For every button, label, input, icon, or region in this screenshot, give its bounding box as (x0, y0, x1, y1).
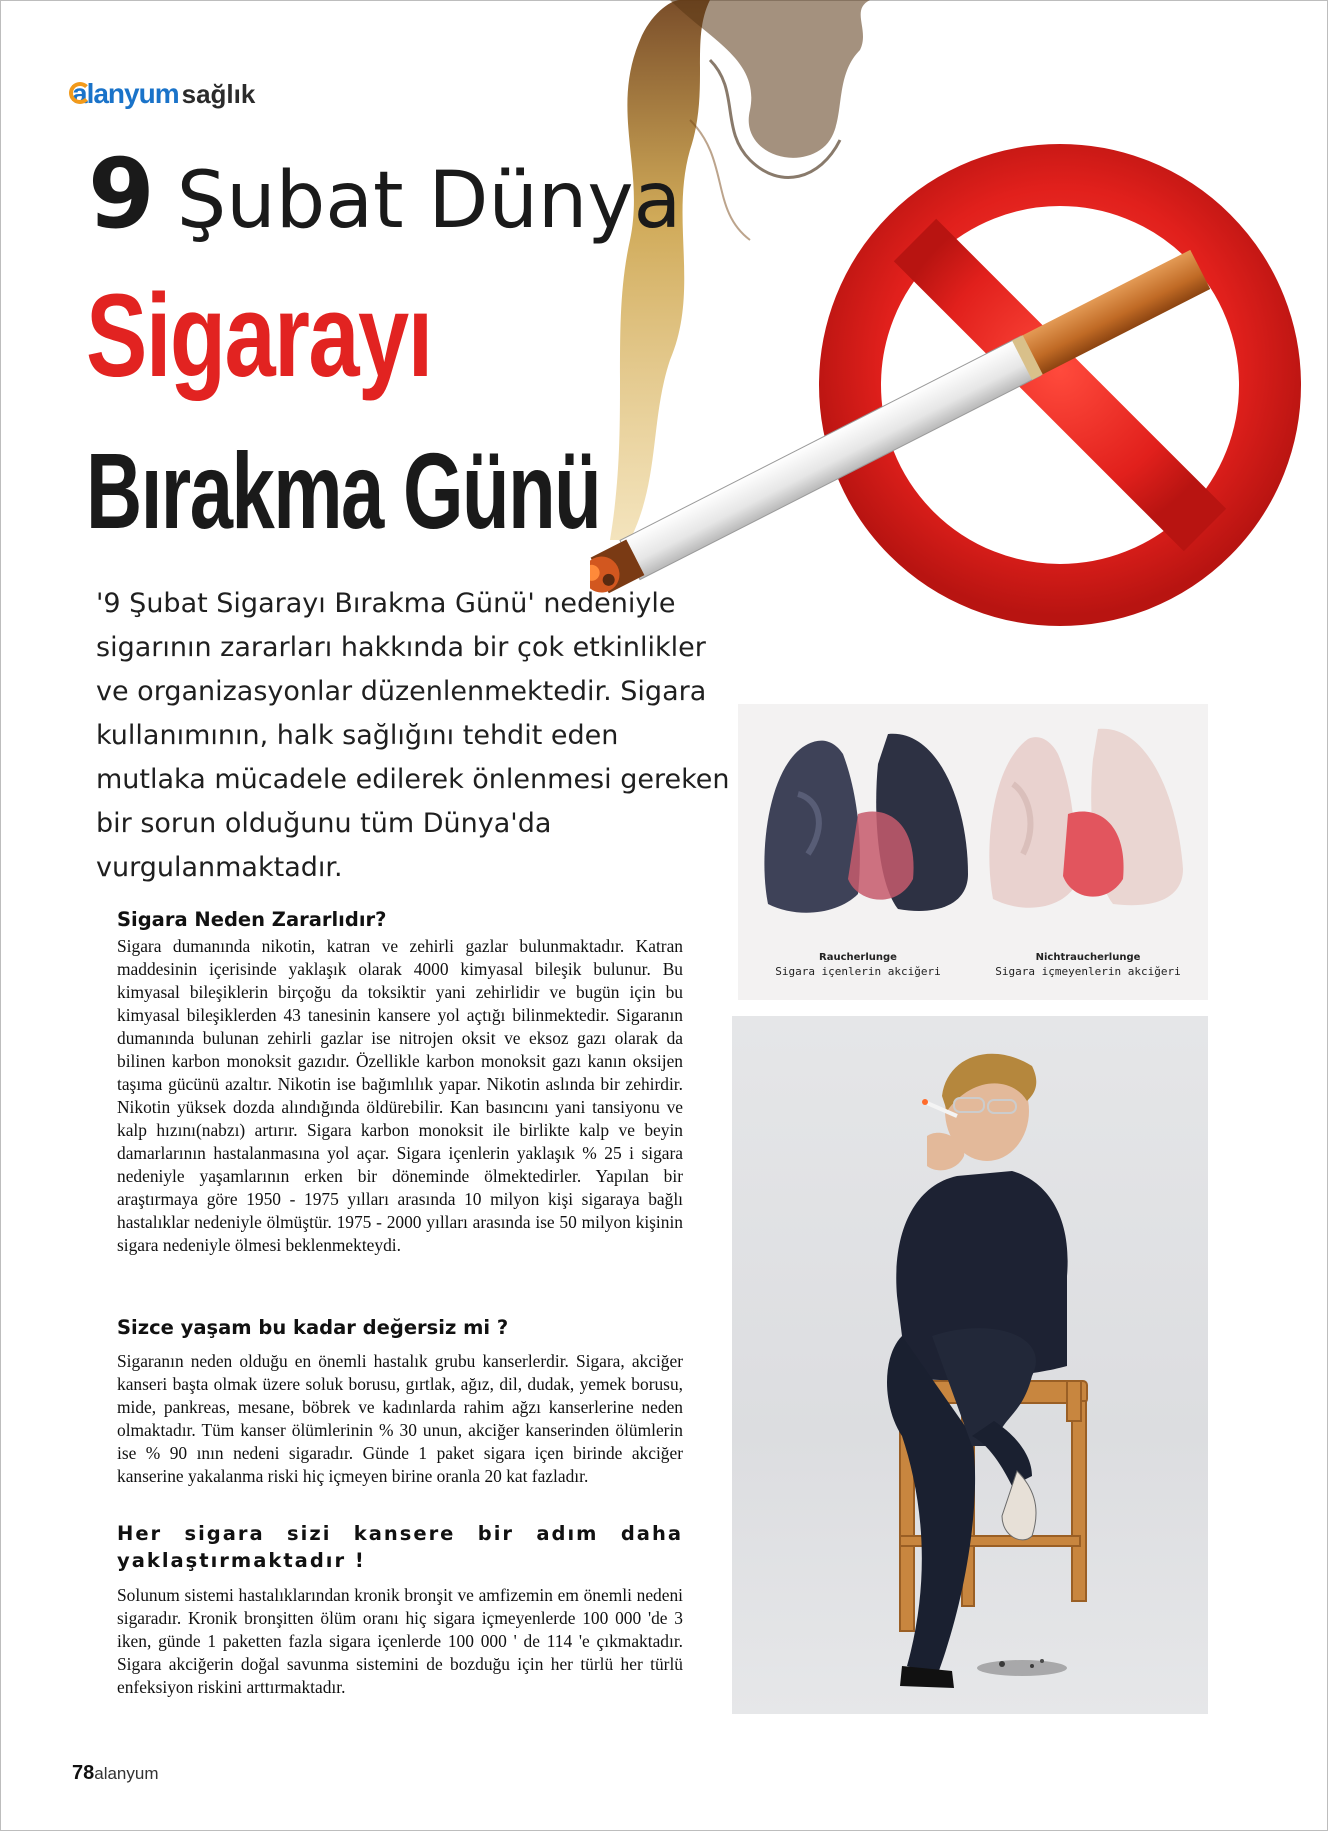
title-number: 9 (88, 138, 155, 250)
healthy-lungs-text: Sigara içmeyenlerin akciğeri (995, 965, 1181, 978)
lungs-photo (738, 704, 1208, 1000)
title-date-text: Şubat Dünya (176, 156, 682, 246)
section-2 (117, 1316, 683, 1488)
brand-name: alanyum (72, 78, 179, 109)
masthead (72, 78, 255, 112)
section-2-body: Sigaranın neden olduğu en önemli hastalık grubu kanserlerdir. Sigara, akciğer kanseri başta olmak üzere soluk borusu, gırtlak, ağız, dil, dudak, yemek borusu, mide, pankreas, mesane, böbrek ve kadınlarda rahim ağzı kanserlerine neden olmaktadır. Tüm kanser ölümlerinin % 30 unun, akciğer kanserinden ölümlerin ise % 90 ının nedeni sigaradır. Günde 1 paket sigara içen birinde akciğer kanserine yakalanma riski hiç içmeyen birine oranla 20 kat fazladır. (117, 1351, 683, 1486)
title-line-2: Sigarayı (86, 270, 432, 402)
section-1-heading: Sigara Neden Zararlıdır? (117, 908, 387, 931)
section-3 (117, 1520, 683, 1699)
title-line-3: Bırakma Günü (86, 430, 601, 551)
section-3-body: Solunum sistemi hastalıklarından kronik bronşit ve amfizemin em önemli nedeni sigaradır. Kronik bronşitten ölüm oranı hiç sigara içmeyenlerde 100 000 'de 3 iken, günde 1 paketten fazla sigara içenlerde 100 000 ' de 114 'e çıkmaktadır. Sigara akciğerin doğal savunma sistemini de bozduğu için her türlü her türlü enfeksiyon riskini arttırmaktadır. (117, 1585, 683, 1697)
smoker-lungs-graphic (764, 734, 968, 913)
section-2-heading: Sizce yaşam bu kadar değersiz mi ? (117, 1316, 509, 1339)
lungs-image (738, 704, 1208, 944)
section-1 (117, 908, 683, 1257)
smoking-man-photo (732, 1016, 1208, 1714)
healthy-lungs-caption (988, 950, 1188, 979)
healthy-lungs-graphic (989, 729, 1183, 908)
section-label: sağlık (181, 79, 256, 109)
brand-logo-mark (69, 82, 91, 104)
no-smoking-illustration (590, 0, 1310, 660)
section-3-heading: Her sigara sizi kansere bir adım daha yaklaştırmaktadır ! (117, 1522, 683, 1572)
smoker-lungs-text: Sigara içenlerin akciğeri (775, 965, 941, 978)
footer-brand: alanyum (94, 1764, 159, 1783)
page-number: 78 (72, 1762, 95, 1784)
intro-paragraph: '9 Şubat Sigarayı Bırakma Günü' nedeniyle sigarının zararları hakkında bir çok etkinlikler ve organizasyonlar düzenlenmektedir. Sigara kullanımının, halk sağlığını tehdit eden mutlaka mücadele edilerek önlenmesi gereken bir sorun olduğunu tüm Dünya'da vurgulanmaktadır. (96, 588, 730, 883)
healthy-lungs-label: Nichtraucherlunge (1035, 952, 1141, 963)
smoking-man-image (732, 1016, 1208, 1714)
brand-logo (72, 78, 179, 110)
section-1-body: Sigara dumanında nikotin, katran ve zehirli gazlar bulunmaktadır. Katran maddesinin içerisinde yaklaşık olarak 4000 kimyasal bileşik bulunur. Bu kimyasal bileşiklerin birçoğu da toksiktir yani zehirlidir ve bugün için bu kimyasal bileşiklerden 43 tanesinin kansere yol açtığı bilinmektedir. Sigaranın dumanında bulunan zehirli gazlar ise nitrojen oksit ve eksoz gazı olarak da bilinen karbon monoksit gazıdır. Özellikle karbon monoksit gazı kanın oksijen taşıma gücünü azaltır. Nikotin ise bağımlılık yapar. Nikotin aslında bir zehirdir. Nikotin yüksek dozda alındığında öldürebilir. Kan basıncını yani tansiyonu ve kalp hızını(nabzı) artırır. Sigara karbon monoksit ile birlikte kalp ve beyin damarlarının hastalanmasına yol açar. Sigara içenlerin yaklaşık % 25 i sigara nedeniyle yaşamlarının erken bir döneminde ölmektedirler. Yapılan bir araştırmaya göre 1950 - 1975 yılları arasında 10 milyon kişi sigaraya bağlı hastalıklar nedeniyle ölmüştür. 1975 - 2000 yılları arasında ise 50 milyon kişinin sigara nedeniyle ölmesi beklenmekteydi. (117, 936, 683, 1255)
page-footer (72, 1762, 159, 1785)
prohibition-sign (850, 175, 1270, 595)
smoker-lungs-label: Raucherlunge (819, 952, 897, 963)
smoker-lungs-caption (768, 950, 948, 979)
title-line-1 (88, 138, 681, 250)
